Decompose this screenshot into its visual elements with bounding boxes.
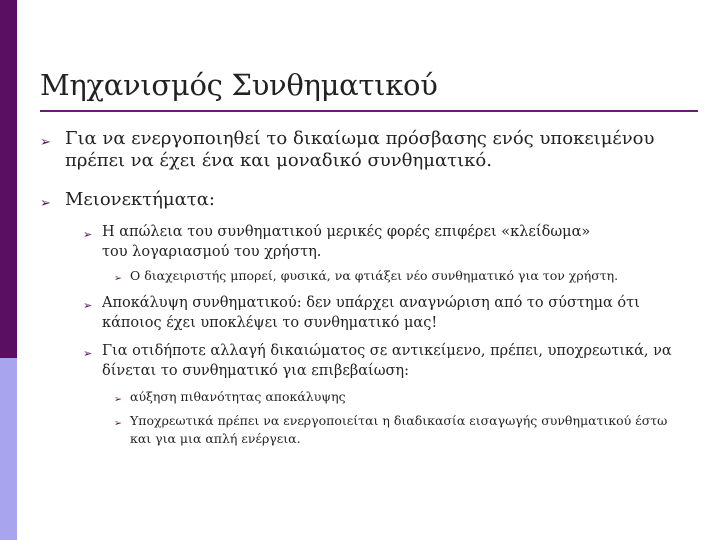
sub-sub-bullet-text: αύξηση πιθανότητας αποκάλυψης bbox=[130, 389, 346, 404]
sub-bullet-text: Για οτιδήποτε αλλαγή δικαιώματος σε αντικείμενο, πρέπει, υποχρεωτικά, να δίνεται το συνθηματικό για επιβεβαίωση: bbox=[102, 343, 672, 379]
sub-bullet-text: Αποκάλυψη συνθηματικού: δεν υπάρχει αναγνώριση από το σύστημα ότι κάποιος έχει υποκλέψει το συνθηματικό μας! bbox=[102, 295, 640, 331]
bullet-text: Μειονεκτήματα: bbox=[65, 189, 215, 210]
arrow-bullet-icon: ➢ bbox=[114, 273, 122, 284]
arrow-bullet-icon: ➢ bbox=[114, 418, 122, 429]
arrow-bullet-icon: ➢ bbox=[83, 299, 93, 312]
arrow-bullet-icon: ➢ bbox=[83, 347, 93, 360]
arrow-bullet-icon: ➢ bbox=[40, 135, 51, 150]
sub-sub-bullet-text: Ο διαχειριστής μπορεί, φυσικά, να φτιάξει νέο συνθηματικό για τον χρήστη. bbox=[130, 268, 619, 283]
bullet-text: Για να ενεργοποιηθεί το δικαίωμα πρόσβασης ενός υποκειμένου πρέπει να έχει ένα και μοναδικό συνθηματικό. bbox=[65, 128, 655, 171]
sub-bullet-text: Η απώλεια του συνθηματικού μερικές φορές επιφέρει «κλείδωμα» του λογαριασμού του χρήστη. bbox=[102, 224, 591, 260]
slide-title: Μηχανισμός Συνθηματικού bbox=[40, 68, 438, 102]
arrow-bullet-icon: ➢ bbox=[114, 394, 122, 405]
sub-sub-bullet-text: Υποχρεωτικά πρέπει να ενεργοποιείται η διαδικασία εισαγωγής συνθηματικού έστω και για μια απλή ενέργεια. bbox=[130, 413, 668, 446]
arrow-bullet-icon: ➢ bbox=[83, 228, 93, 241]
arrow-bullet-icon: ➢ bbox=[40, 196, 51, 211]
